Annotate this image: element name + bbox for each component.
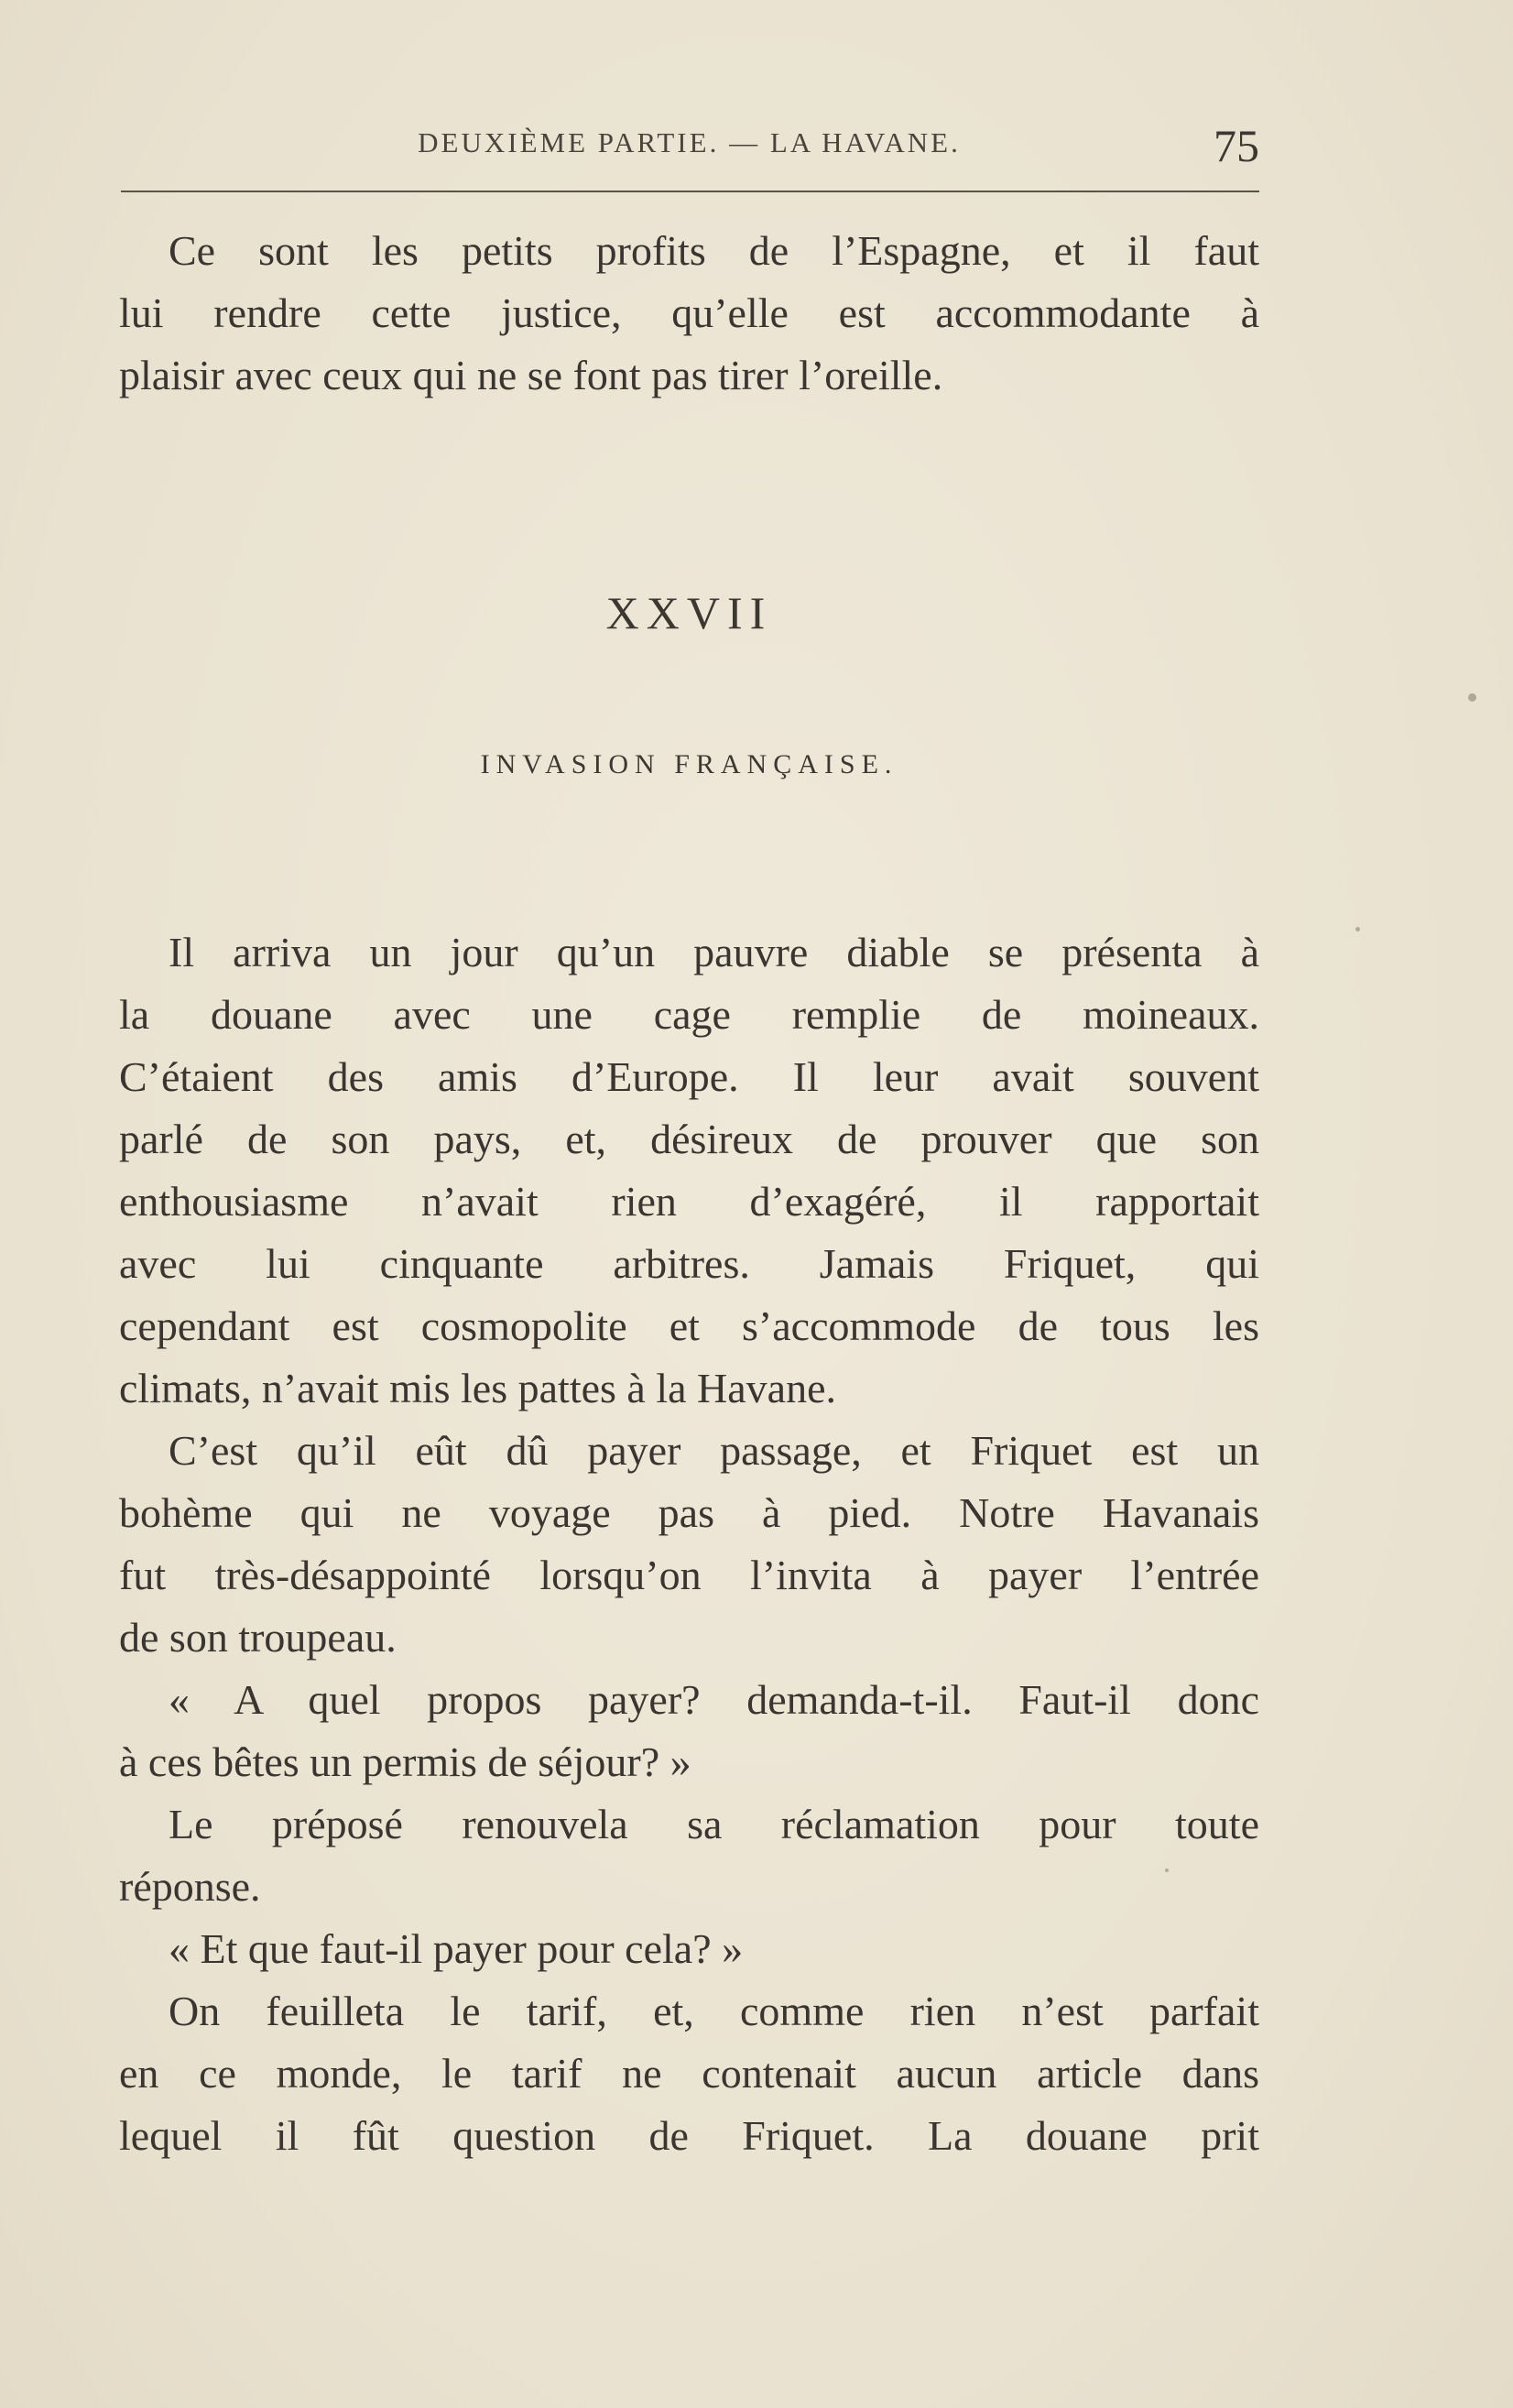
text-line: Ce sont les petits profits de l’Espagne, et il faut	[169, 227, 1259, 274]
chapter-body	[119, 921, 1259, 2167]
chapter-number: XXVII	[605, 587, 773, 638]
text-line: en ce monde, le tarif ne contenait aucun article dans	[119, 2050, 1259, 2097]
text-line: On feuilleta le tarif, et, comme rien n’est parfait	[169, 1988, 1259, 2034]
text-line: C’est qu’il eût dû payer passage, et Friquet est un	[169, 1427, 1259, 1474]
text-line: cependant est cosmopolite et s’accommode de tous les	[119, 1302, 1259, 1349]
text-line: C’étaient des amis d’Europe. Il leur avait souvent	[119, 1053, 1259, 1100]
header-rule	[121, 191, 1259, 192]
text-line: plaisir avec ceux qui ne se font pas tirer l’oreille.	[119, 352, 943, 398]
text-line: Le préposé renouvela sa réclamation pour toute	[169, 1801, 1259, 1847]
text-line: lequel il fût question de Friquet. La douane prit	[119, 2112, 1259, 2159]
running-head	[119, 119, 1259, 174]
chapter-title: INVASION FRANÇAISE.	[480, 749, 898, 779]
text-line: enthousiasme n’avait rien d’exagéré, il rapportait	[119, 1178, 1259, 1225]
text-line: climats, n’avait mis les pattes à la Havane.	[119, 1365, 837, 1411]
paper-speck	[1355, 927, 1360, 932]
text-line: bohème qui ne voyage pas à pied. Notre Havanais	[119, 1489, 1259, 1536]
page-number: 75	[1214, 120, 1259, 171]
text-line: parlé de son pays, et, désireux de prouver que son	[119, 1116, 1259, 1162]
running-title: DEUXIÈME PARTIE. — LA HAVANE.	[418, 126, 961, 158]
text-line: « A quel propos payer? demanda-t-il. Faut-il donc	[169, 1676, 1259, 1723]
paper-speck	[1165, 1869, 1169, 1872]
text-line: réponse.	[119, 1863, 261, 1910]
text-line: lui rendre cette justice, qu’elle est accommodante à	[119, 289, 1259, 336]
text-line: avec lui cinquante arbitres. Jamais Friquet, qui	[119, 1240, 1259, 1287]
intro-paragraph	[119, 220, 1259, 407]
text-line: Il arriva un jour qu’un pauvre diable se présenta à	[169, 929, 1259, 975]
text-line: à ces bêtes un permis de séjour? »	[119, 1738, 691, 1785]
paper-speck	[1468, 693, 1476, 702]
text-line: fut très-désappointé lorsqu’on l’invita à payer l’entrée	[119, 1552, 1259, 1598]
text-line: la douane avec une cage remplie de moineaux.	[119, 991, 1259, 1038]
text-line: de son troupeau.	[119, 1614, 397, 1661]
text-line: « Et que faut-il payer pour cela? »	[169, 1925, 744, 1972]
